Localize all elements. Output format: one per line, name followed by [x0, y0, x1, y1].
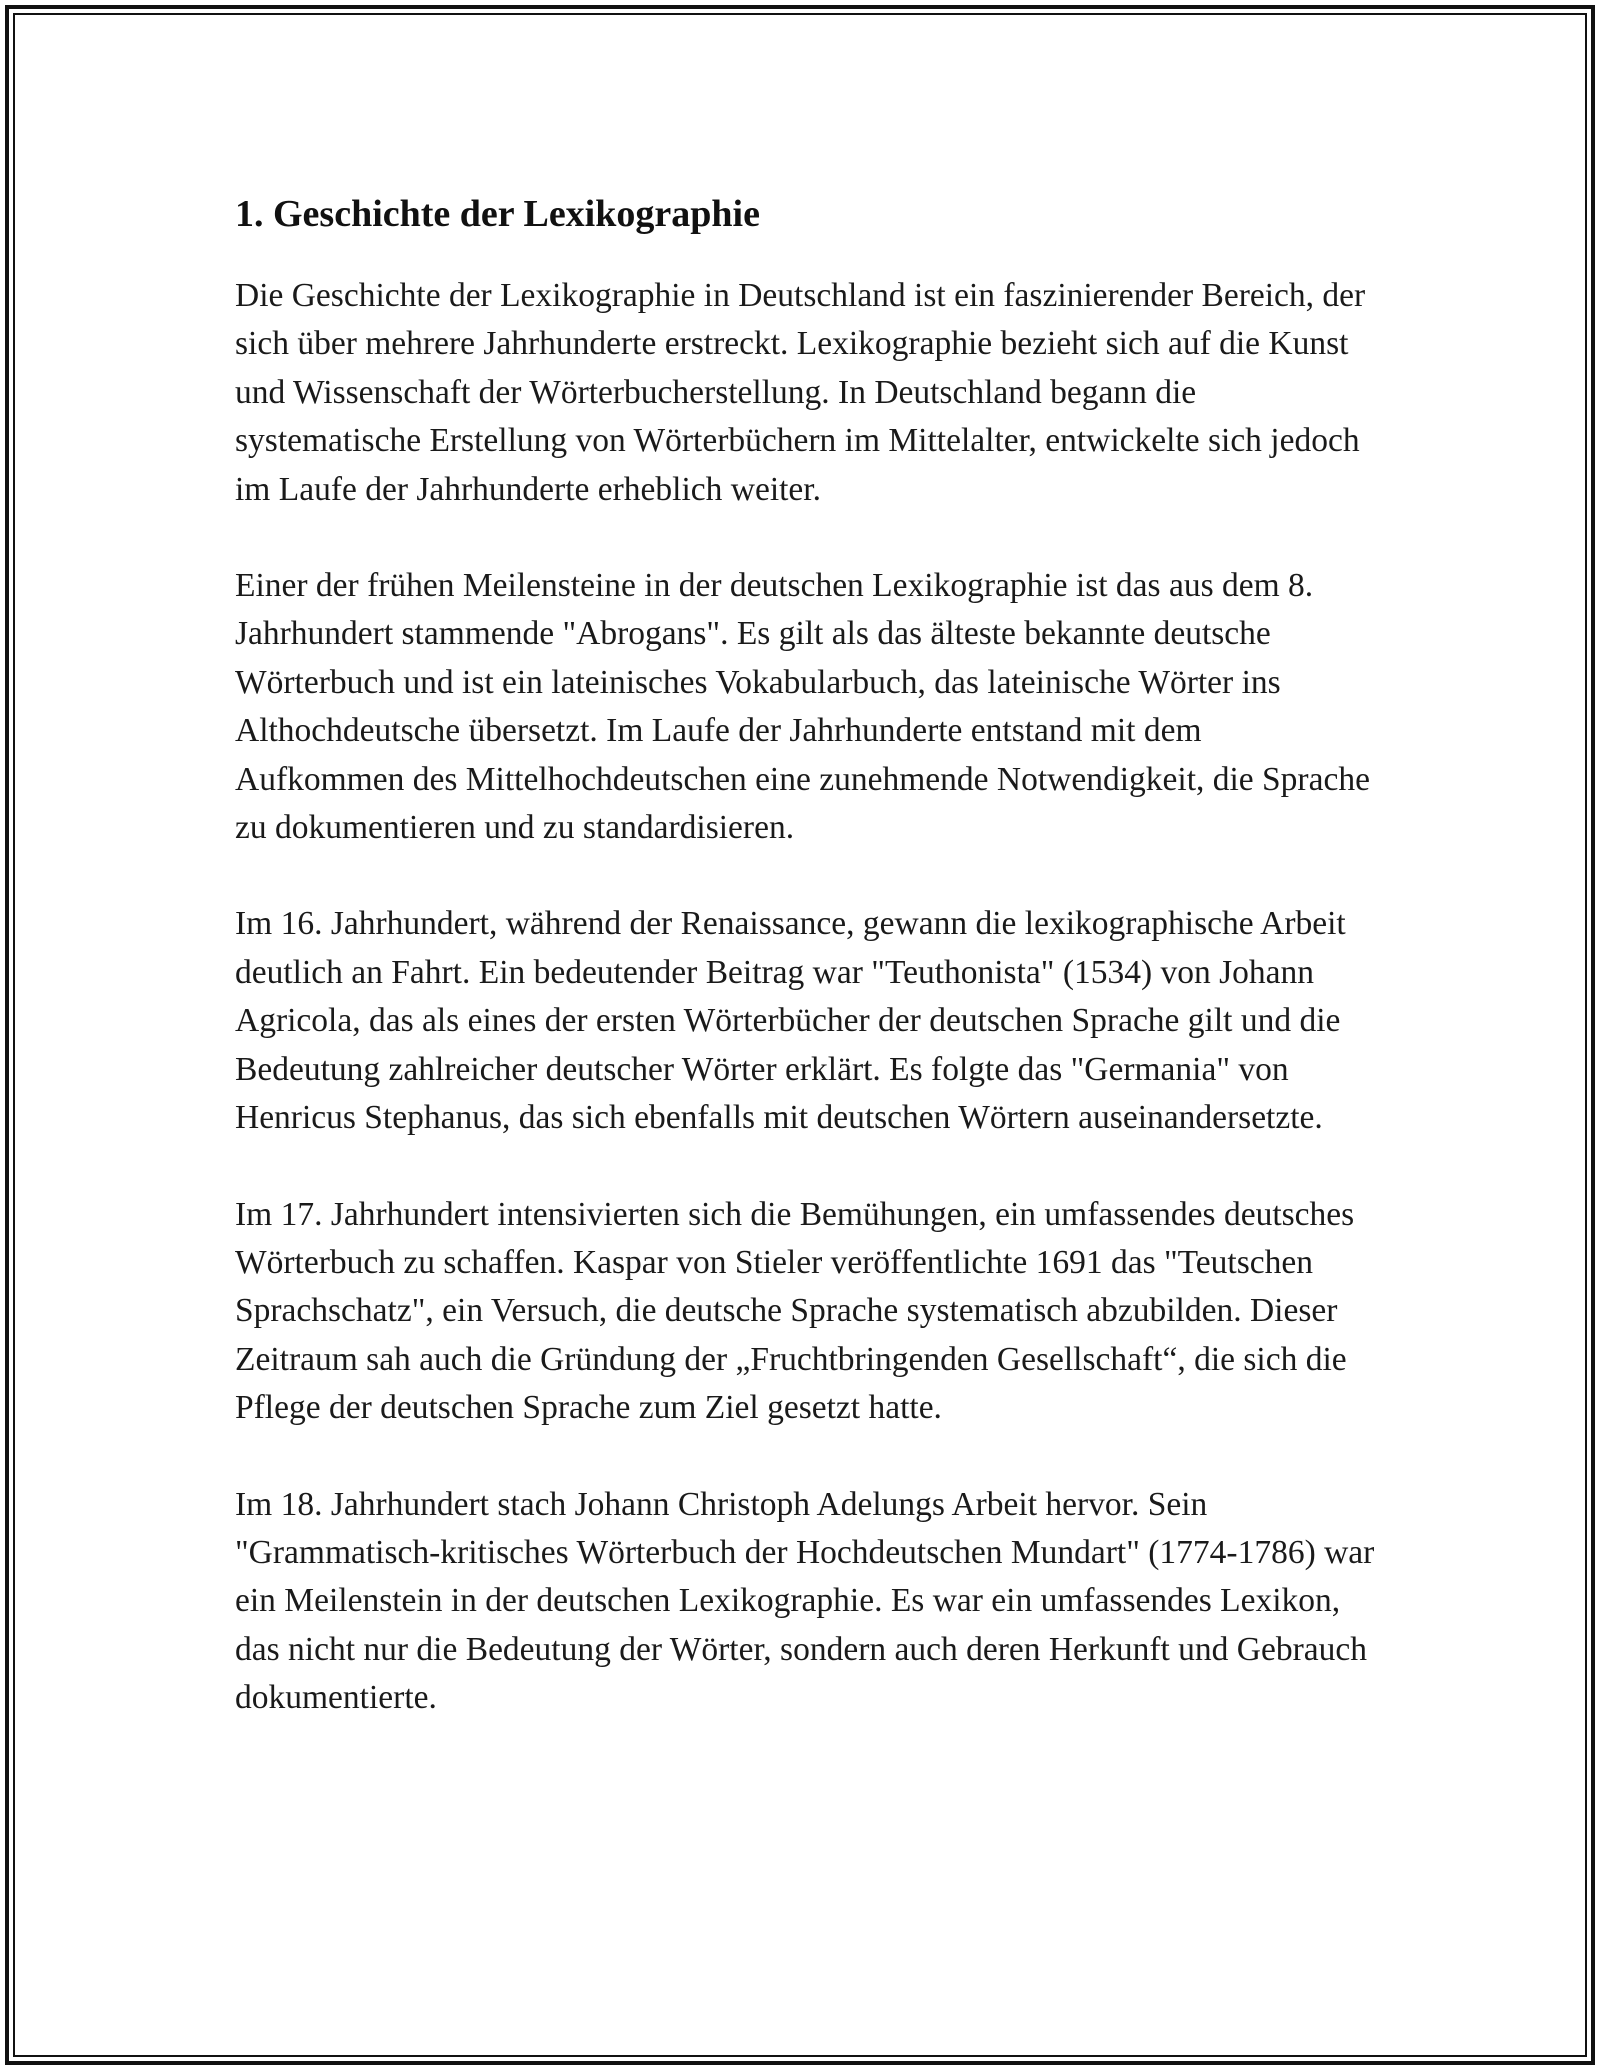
section-heading: 1. Geschichte der Lexikographie [235, 193, 760, 235]
paragraph-16th-century: Im 16. Jahrhundert, während der Renaissance, gewann die lexikographische Arbeit deutlich an Fahrt. Ein bedeutender Beitrag war "Teuthonista" (1534) von Johann Agricola, das als eines der ersten Wörterbücher der deutschen Sprache gilt und die Bedeutung zahlreicher deutscher Wörter erklärt. Es folgte das "Germania" von Henricus Stephanus, das sich ebenfalls mit deutschen Wörtern auseinandersetzte. [235, 905, 1346, 1137]
paragraph-18th-century: Im 18. Jahrhundert stach Johann Christoph Adelungs Arbeit hervor. Sein "Grammatisch-kritisches Wörterbuch der Hochdeutschen Mundart" (1774-1786) war ein Meilenstein in der deutschen Lexikographie. Es war ein umfassendes Lexikon, das nicht nur die Bedeutung der Wörter, sondern auch deren Herkunft und Gebrauch dokumentierte. [235, 1485, 1375, 1717]
paragraph-intro: Die Geschichte der Lexikographie in Deutschland ist ein faszinierender Bereich, der sich über mehrere Jahrhunderte erstreckt. Lexikographie bezieht sich auf die Kunst und Wissenschaft der Wörterbucherstellung. In Deutschland begann die systematische Erstellung von Wörterbüchern im Mittelalter, entwickelte sich jedoch im Laufe der Jahrhunderte erheblich weiter. [235, 277, 1366, 508]
paragraph-17th-century: Im 17. Jahrhundert intensivierten sich die Bemühungen, ein umfassendes deutsches Wörterbuch zu schaffen. Kaspar von Stieler veröffentlichte 1691 das "Teutschen Sprachschatz", ein Versuch, die deutsche Sprache systematisch abzubilden. Dieser Zeitraum sah auch die Gründung der „Fruchtbringenden Gesellschaft“, die sich die Pflege der deutschen Sprache zum Ziel gesetzt hatte. [235, 1195, 1355, 1427]
paragraph-abrogans: Einer der frühen Meilensteine in der deutschen Lexikographie ist das aus dem 8. Jahrhundert stammende "Abrogans". Es gilt als das älteste bekannte deutsche Wörterbuch und ist ein lateinisches Vokabularbuch, das lateinische Wörter ins Althochdeutsche übersetzt. Im Laufe der Jahrhunderte entstand mit dem Aufkommen des Mittelhochdeutschen eine zunehmende Notwendigkeit, die Sprache zu dokumentieren und zu standardisieren. [235, 567, 1370, 847]
document-body [235, 186, 1375, 1771]
